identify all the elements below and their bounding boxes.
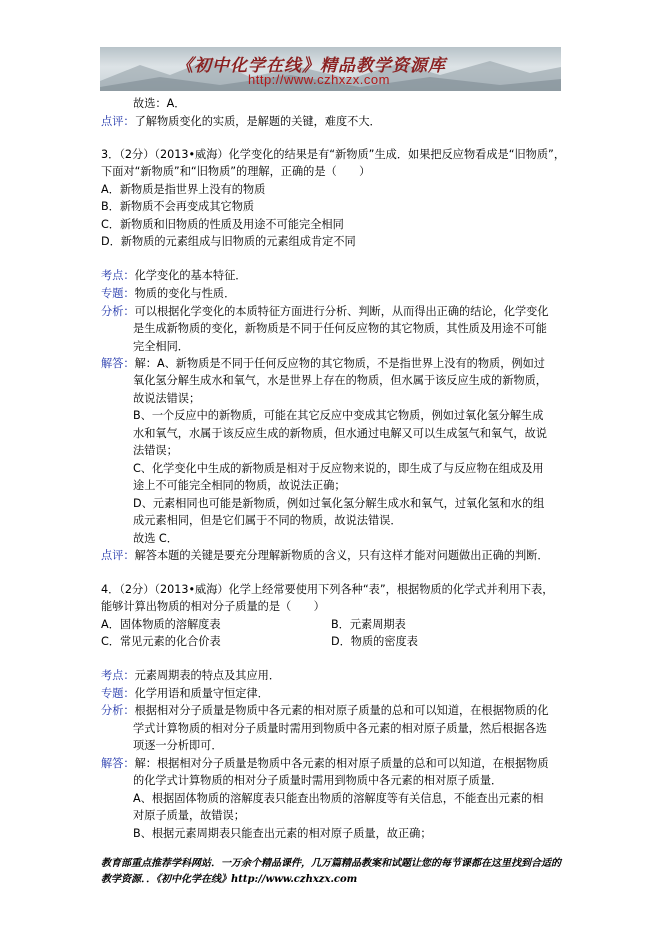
q4-fenxi-line-2: 学式计算物质的相对分子质量时需用到物质中各元素的相对原子质量，然后根据各选 — [133, 722, 547, 735]
q4-option-c: C．常见元素的化合价表 — [101, 635, 221, 648]
q3-option-d: D．新物质的元素组成与旧物质的元素组成肯定不同 — [101, 235, 356, 248]
q4-stem-line-1: 4．（2分）（2013•威海）化学上经常要使用下列各种“表”，根据物质的化学式并利用下表， — [101, 583, 554, 596]
q2-answer: 故选：A． — [133, 97, 186, 110]
q3-jieda-line-7: C、化学变化中生成的新物质是相对于反应物来说的，即生成了与反应物在组成及用 — [133, 462, 544, 475]
dianping-tag: 点评： — [101, 549, 135, 562]
jieda-line-1: 解：根据相对分子质量是物质中各元素的相对原子质量的总和可以知道，在根据物质 — [134, 757, 549, 770]
q3-stem-line-2: 下面对“新物质”和“旧物质”的理解，正确的是（ ） — [101, 165, 371, 178]
q4-option-d: D．物质的密度表 — [331, 635, 418, 648]
fenxi-line-1: 可以根据化学变化的本质特征方面进行分析、判断，从而得出正确的结论，化学变化 — [134, 305, 549, 318]
q4-jieda-row — [101, 756, 549, 771]
q3-fenxi-line-2: 是生成新物质的变化，新物质是不同于任何反应物的其它物质，其性质及用途不可能 — [133, 322, 547, 335]
q4-jieda-line-2: 的化学式计算物质的相对分子质量时需用到物质中各元素的相对原子质量． — [133, 774, 503, 787]
q4-jieda-line-3: A、根据固体物质的溶解度表只能查出物质的溶解度等有关信息，不能查出元素的相 — [133, 792, 544, 805]
fenxi-tag: 分析： — [101, 305, 135, 318]
fenxi-line-1: 根据相对分子质量是物质中各元素的相对原子质量的总和可以知道，在根据物质的化 — [134, 704, 549, 717]
fenxi-tag: 分析： — [101, 704, 135, 717]
zhuanti-tag: 专题： — [101, 287, 135, 300]
footer-line-2: 教学资源．．《初中化学在线》http://www.czhxzx.com — [101, 874, 358, 885]
comment-tag: 点评： — [101, 115, 135, 128]
kaodian-tag: 考点： — [101, 669, 135, 682]
q3-jieda-line-10: 成元素相同，但是它们属于不同的物质，故说法错误． — [133, 514, 402, 527]
q4-kaodian-row — [101, 668, 280, 683]
banner-url[interactable]: http://www.czhxzx.com — [248, 72, 390, 87]
q3-jieda-line-5: 水和氧气，水属于该反应生成的新物质，但水通过电解又可以生成氢气和氧气，故说 — [133, 427, 547, 440]
header-banner — [100, 47, 561, 91]
q3-option-b: B．新物质不会再变成其它物质 — [101, 200, 255, 213]
q3-zhuanti-row — [101, 286, 235, 301]
q3-kaodian-row — [101, 268, 246, 283]
q3-fenxi-line-3: 完全相同． — [133, 340, 189, 353]
footer-line-1: 教育部重点推荐学科网站．一万余个精品课件，几万篇精品教案和试题让您的每节课都在这里找到合适的 — [101, 858, 561, 869]
q4-option-a: A．固体物质的溶解度表 — [101, 618, 221, 631]
q3-dianping-row — [101, 548, 549, 563]
jieda-tag: 解答： — [101, 357, 135, 370]
q4-zhuanti-row — [101, 686, 269, 701]
comment-text: 了解物质变化的实质，是解题的关键，难度不大． — [134, 115, 381, 128]
q4-option-b: B．元素周期表 — [331, 618, 406, 631]
q3-jieda-line-4: B、一个反应中的新物质，可能在其它反应中变成其它物质，例如过氧化氢分解生成 — [133, 409, 544, 422]
q3-jieda-line-6: 法错误； — [133, 444, 178, 457]
q3-jieda-line-8: 途上不可能完全相同的物质，故说法正确； — [133, 479, 346, 492]
q3-jieda-line-3: 故说法错误； — [133, 392, 201, 405]
q4-fenxi-line-3: 项逐一分析即可． — [133, 739, 223, 752]
q3-option-a: A．新物质是指世界上没有的物质 — [101, 183, 266, 196]
jieda-line-1: 解：A、新物质是不同于任何反应物的其它物质，不是指世界上没有的物质，例如过 — [134, 357, 545, 370]
q4-stem-line-2: 能够计算出物质的相对分子质量的是（ ） — [101, 600, 325, 613]
q3-jieda-line-11: 故选 C． — [133, 532, 178, 545]
banner-title: 《初中化学在线》精品教学资源库 — [176, 56, 446, 76]
zhuanti-text: 化学用语和质量守恒定律． — [134, 687, 269, 700]
q3-fenxi-row — [101, 304, 549, 319]
kaodian-text: 元素周期表的特点及其应用． — [134, 669, 281, 682]
q4-jieda-line-5: B、根据元素周期表只能查出元素的相对原子质量，故正确； — [133, 827, 432, 840]
q3-jieda-line-9: D、元素相同也可能是新物质，例如过氧化氢分解生成水和氧气，过氧化氢和水的组 — [133, 497, 545, 510]
q2-comment-row — [101, 114, 381, 129]
zhuanti-tag: 专题： — [101, 687, 135, 700]
q3-option-c: C．新物质和旧物质的性质及用途不可能完全相同 — [101, 218, 344, 231]
dianping-text: 解答本题的关键是要充分理解新物质的含义，只有这样才能对问题做出正确的判断． — [134, 549, 549, 562]
kaodian-tag: 考点： — [101, 269, 135, 282]
kaodian-text: 化学变化的基本特征． — [134, 269, 247, 282]
q3-jieda-row — [101, 356, 545, 371]
jieda-tag: 解答： — [101, 757, 135, 770]
q3-jieda-line-2: 氧化氢分解生成水和氧气，水是世界上存在的物质，但水属于该反应生成的新物质， — [133, 374, 547, 387]
q4-jieda-line-4: 对原子质量，故错误； — [133, 809, 245, 822]
q3-stem-line-1: 3．（2分）（2013•威海）化学变化的结果是有“新物质”生成．如果把反应物看成是“旧物质”， — [101, 148, 566, 161]
zhuanti-text: 物质的变化与性质． — [134, 287, 236, 300]
q4-fenxi-row — [101, 703, 549, 718]
